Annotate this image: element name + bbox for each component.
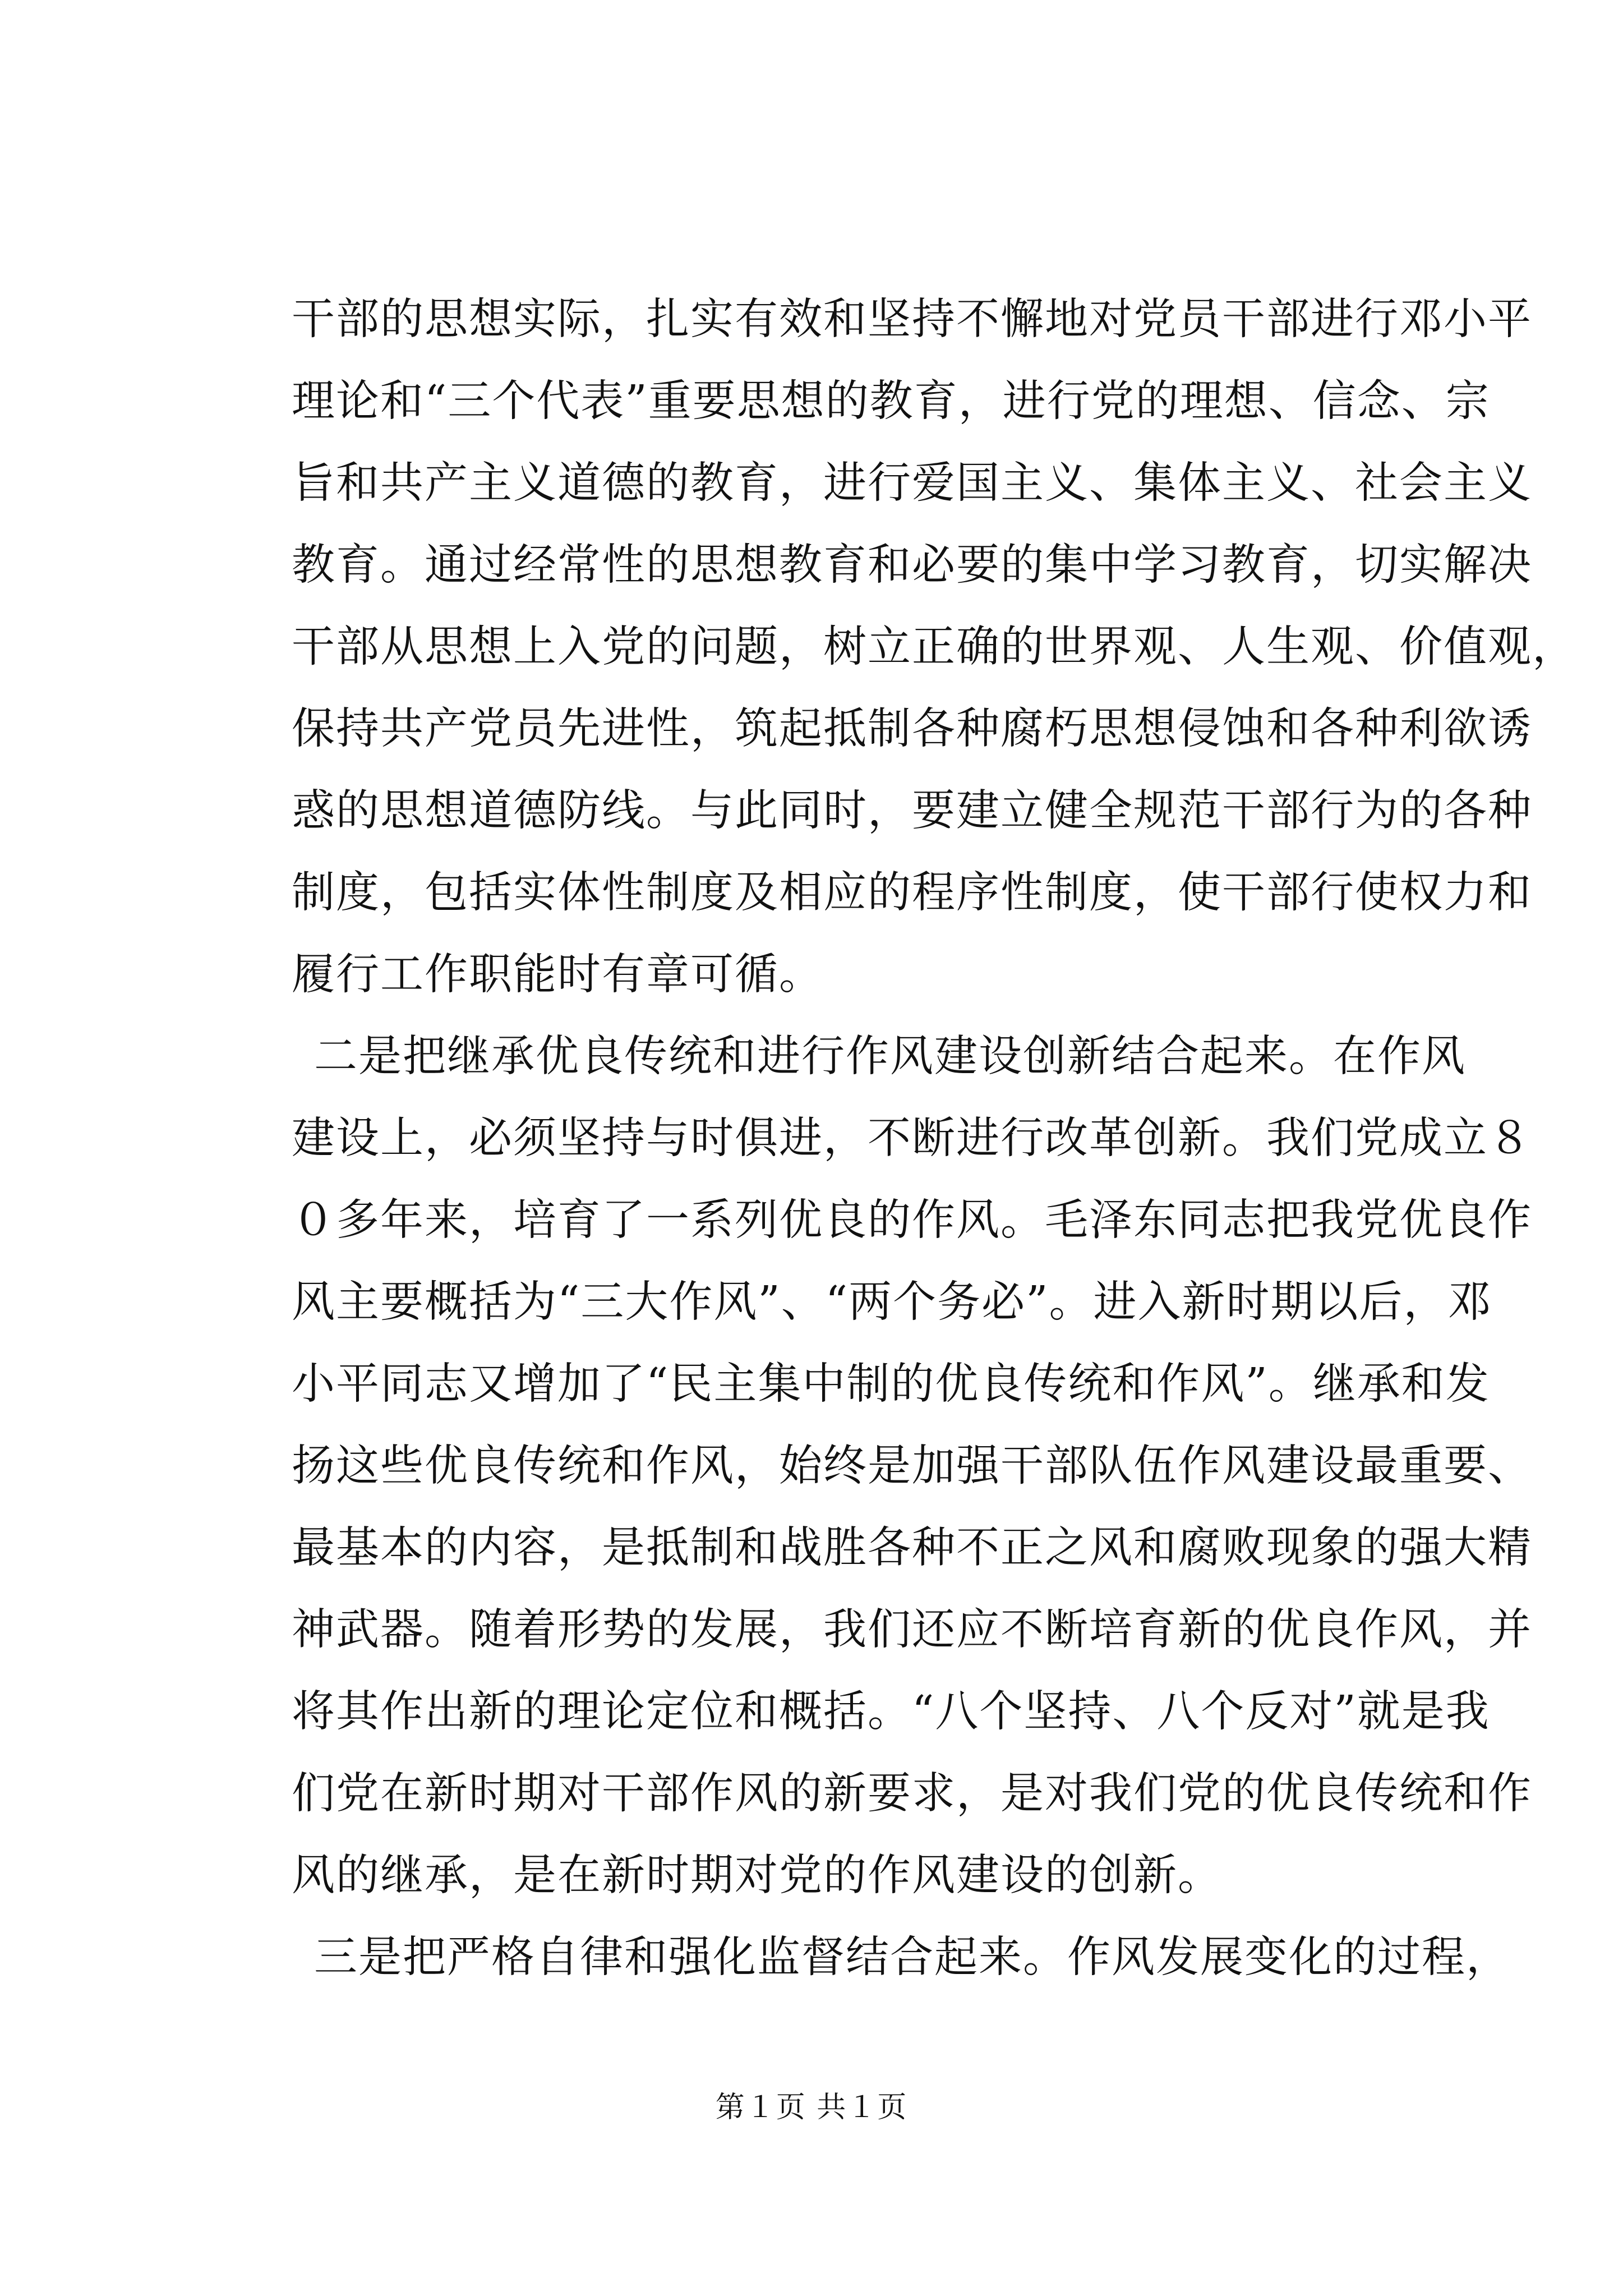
body-text-line: 们党在新时期对干部作风的新要求，是对我们党的优良传统和作 xyxy=(292,1769,1532,1819)
body-text-line: 干部的思想实际，扎实有效和坚持不懈地对党员干部进行邓小平 xyxy=(292,295,1532,344)
body-text-line: 小平同志又增加了“民主集中制的优良传统和作风”。继承和发 xyxy=(292,1359,1490,1409)
body-text-line: 干部从思想上入党的问题，树立正确的世界观、人生观、价值观， xyxy=(292,622,1576,672)
body-text-line: 建设上，必须坚持与时俱进，不断进行改革创新。我们党成立８ xyxy=(292,1114,1532,1163)
body-text-line: 风主要概括为“三大作风”、“两个务必”。进入新时期以后，邓 xyxy=(292,1277,1492,1327)
body-text-line: 制度，包括实体性制度及相应的程序性制度，使干部行使权力和 xyxy=(292,868,1532,918)
body-text-line: 神武器。随着形势的发展，我们还应不断培育新的优良作风，并 xyxy=(292,1605,1532,1655)
body-text-line: 惑的思想道德防线。与此同时，要建立健全规范干部行为的各种 xyxy=(292,786,1532,836)
paragraph-start-line: 二是把继承优良传统和进行作风建设创新结合起来。在作风 xyxy=(314,1032,1466,1082)
body-text-line: 将其作出新的理论定位和概括。“八个坚持、八个反对”就是我 xyxy=(292,1687,1490,1737)
page-footer: 第１页 共１页 xyxy=(715,2091,908,2124)
body-text-line: 最基本的内容，是抵制和战胜各种不正之风和腐败现象的强大精 xyxy=(292,1523,1532,1573)
paragraph-start-line: 三是把严格自律和强化监督结合起来。作风发展变化的过程， xyxy=(314,1932,1510,1982)
body-text-line: 保持共产党员先进性，筑起抵制各种腐朽思想侵蚀和各种利欲诱 xyxy=(292,704,1532,754)
body-text-line: 风的继承，是在新时期对党的作风建设的创新。 xyxy=(292,1851,1222,1901)
body-text-line: 履行工作职能时有章可循。 xyxy=(292,950,823,1000)
body-text-line: 理论和“三个代表”重要思想的教育，进行党的理想、信念、宗 xyxy=(292,376,1490,426)
body-text-line: 旨和共产主义道德的教育，进行爱国主义、集体主义、社会主义 xyxy=(292,458,1532,508)
body-text-line: 扬这些优良传统和作风，始终是加强干部队伍作风建设最重要、 xyxy=(292,1441,1532,1491)
body-text-line: ０多年来，培育了一系列优良的作风。毛泽东同志把我党优良作 xyxy=(292,1195,1532,1245)
body-text-line: 教育。通过经常性的思想教育和必要的集中学习教育，切实解决 xyxy=(292,540,1532,590)
